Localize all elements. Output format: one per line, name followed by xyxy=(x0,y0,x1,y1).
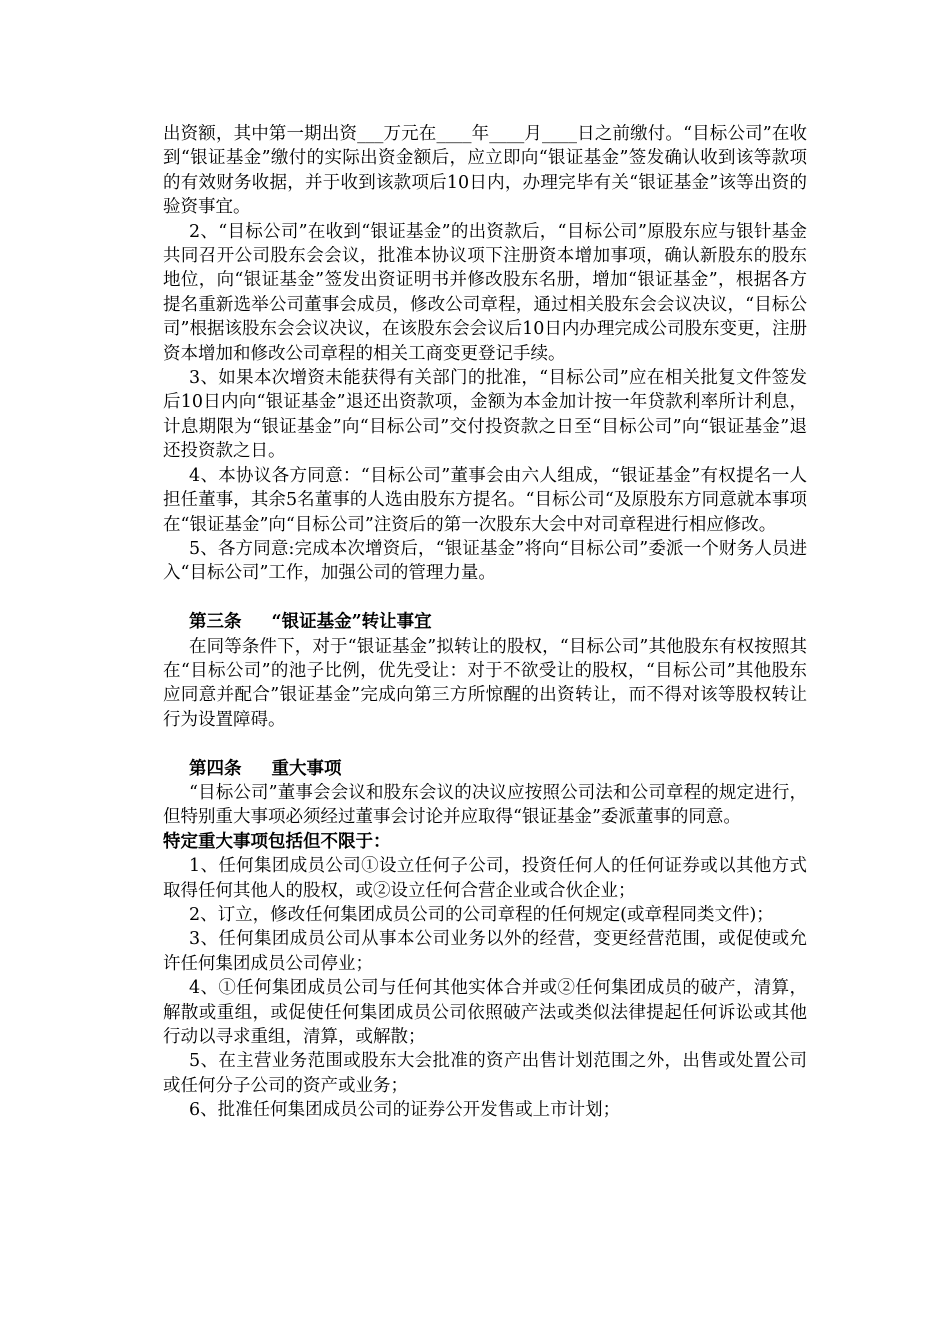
paragraph-clause-5: 5、各方同意:完成本次增资后，“银证基金”将向“目标公司”委派一个财务人员进入“目标公司”工作，加强公司的管理力量。 xyxy=(163,538,807,584)
article-3-number: 第三条 xyxy=(189,612,242,633)
paragraph-clause-4: 4、本协议各方同意：“目标公司”董事会由六人组成，“银证基金”有权提名一人担任董事，其余5名董事的人选由股东方提名。“目标公司“及原股东方同意就本事项在“银证基金”向“目标公司”注资后的第一次股东大会中对司章程进行相应修改。 xyxy=(163,465,807,535)
paragraph-capital-contribution: 出资额，其中第一期出资___万元在____年____月____日之前缴付。“目标公司”在收到“银证基金”缴付的实际出资金额后，应立即向“银证基金”签发确认收到该等款项的有效财务收据，并于收到该款项后10日内，办理完毕有关“银证基金”该等出资的验资事宜。 xyxy=(163,124,807,218)
paragraph-clause-2: 2、“目标公司”在收到“银证基金”的出资款后，“目标公司”原股东应与银针基金共同召开公司股东会会议，批准本协议项下注册资本增加事项，确认新股东的股东地位，向“银证基金”签发出资证明书并修改股东名册，增加“银证基金”，根据各方提名重新选举公司董事会成员，修改公司章程，通过相关股东会会议决议，“目标公司”根据该股东会会议决议，在该股东会会议后10日内办理完成公司股东变更，注册资本增加和修改公司章程的相关工商变更登记手续。 xyxy=(163,221,807,364)
list-item: 5、在主营业务范围或股东大会批准的资产出售计划范围之外，出售或处置公司或任何分子公司的资产或业务； xyxy=(163,1051,807,1096)
list-item: 1、任何集团成员公司①设立任何子公司，投资任何人的任何证券或以其他方式取得任何其他人的股权，或②设立任何合营企业或合伙企业； xyxy=(163,856,807,901)
article-4-heading xyxy=(163,757,807,781)
list-item: 6、批准任何集团成员公司的证券公开发售或上市计划； xyxy=(189,1100,621,1121)
article-3-heading xyxy=(163,610,807,634)
article-3-body: 在同等条件下，对于“银证基金”拟转让的股权，“目标公司”其他股东有权按照其在“目标公司”的池子比例，优先受让：对于不欲受让的股权，“目标公司”其他股东应同意并配合”银证基金”完成向第三方所惊醒的出资转让，而不得对该等股权转让行为设置障碍。 xyxy=(163,636,807,730)
article-4-body: “目标公司”董事会会议和股东会议的决议应按照公司法和公司章程的规定进行，但特别重大事项必须经过董事会讨论并应取得“银证基金”委派董事的同意。 xyxy=(163,782,807,828)
list-item: 2、订立，修改任何集团成员公司的公司章程的任何规定(或章程同类文件)； xyxy=(189,904,774,925)
article-4-subheading: 特定重大事项包括但不限于： xyxy=(163,831,391,852)
document-page xyxy=(163,122,807,1123)
paragraph-clause-3: 3、如果本次增资未能获得有关部门的批准，“目标公司”应在相关批复文件签发后10日内向“银证基金”退还出资款项，金额为本金加计按一年贷款利率所计利息，计息期限为“银证基金”向“目标公司”交付投资款之日至“目标公司”向“银证基金”退还投资款之日。 xyxy=(163,368,807,462)
list-item: 4、①任何集团成员公司与任何其他实体合并或②任何集团成员的破产，清算，解散或重组，或促使任何集团成员公司依照破产法或类似法律提起任何诉讼或其他行动以寻求重组，清算，或解散； xyxy=(163,978,807,1047)
article-4-number: 第四条 xyxy=(189,758,242,779)
article-3-title: “银证基金”转让事宜 xyxy=(271,612,432,633)
article-4-title: 重大事项 xyxy=(271,758,342,779)
list-item: 3、任何集团成员公司从事本公司业务以外的经营，变更经营范围，或促使或允许任何集团成员公司停业； xyxy=(163,929,807,974)
